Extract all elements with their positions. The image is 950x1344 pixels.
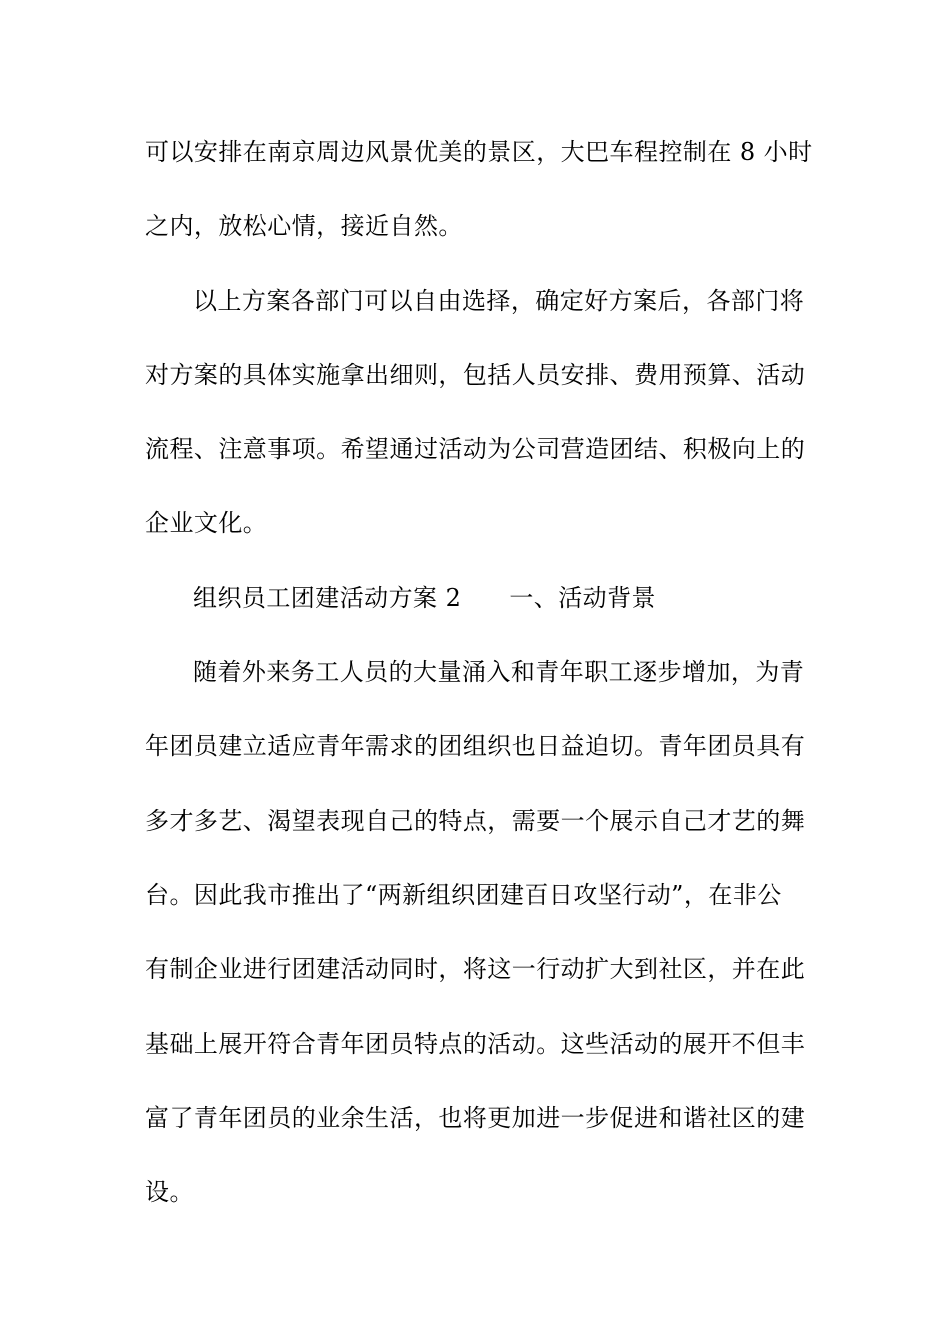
paragraph-line: 台。因此我市推出了“两新组织团建百日攻坚行动”，在非公: [145, 881, 782, 909]
paragraph-line: 基础上展开符合青年团员特点的活动。这些活动的展开不但丰: [145, 1030, 806, 1058]
paragraph-line: 可以安排在南京周边风景优美的景区，大巴车程控制在 8 小时: [145, 138, 813, 166]
paragraph-line: 多才多艺、渴望表现自己的特点，需要一个展示自己才艺的舞: [145, 807, 806, 835]
paragraph-line: 有制企业进行团建活动同时，将这一行动扩大到社区，并在此: [145, 955, 806, 983]
paragraph-line: 设。: [145, 1178, 194, 1206]
paragraph-line: 随着外来务工人员的大量涌入和青年职工逐步增加，为青: [193, 658, 805, 686]
paragraph-line: 富了青年团员的业余生活，也将更加进一步促进和谐社区的建: [145, 1104, 806, 1132]
paragraph-line: 年团员建立适应青年需求的团组织也日益迫切。青年团员具有: [145, 732, 806, 760]
heading-title: 组织员工团建活动方案 2: [193, 584, 462, 612]
paragraph-line: 之内，放松心情，接近自然。: [145, 212, 463, 240]
heading-section: 一、活动背景: [509, 584, 657, 612]
paragraph-line: 以上方案各部门可以自由选择，确定好方案后，各部门将: [193, 287, 805, 315]
section-heading: [193, 582, 853, 614]
paragraph-line: 流程、注意事项。希望通过活动为公司营造团结、积极向上的: [145, 435, 806, 463]
paragraph-line: 企业文化。: [145, 509, 268, 537]
paragraph-line: 对方案的具体实施拿出细则，包括人员安排、费用预算、活动: [145, 361, 806, 389]
